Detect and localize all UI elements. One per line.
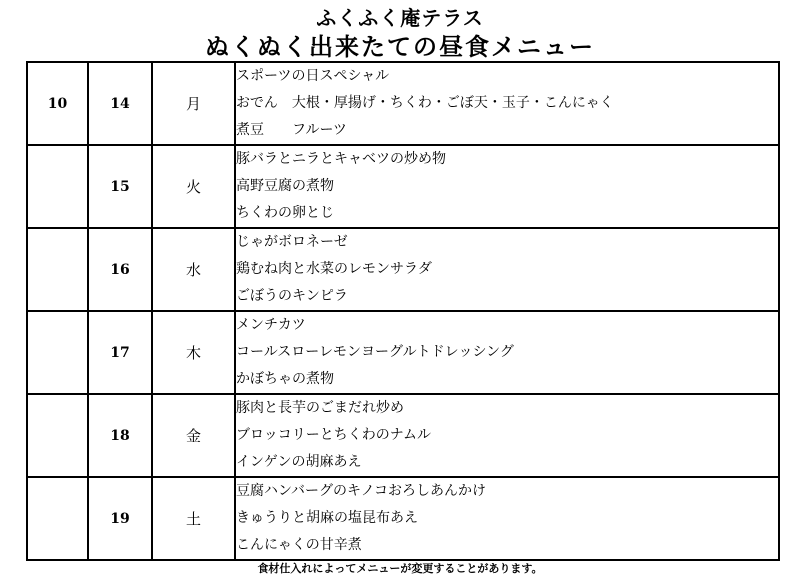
dish-item: おでん 大根・厚揚げ・ちくわ・ごぼ天・玉子・こんにゃく: [236, 95, 614, 111]
restaurant-title: ふくふく庵テラス: [316, 6, 484, 30]
day-cell: 16: [88, 228, 152, 311]
dish-item: ごぼうのキンピラ: [236, 288, 348, 304]
menu-row-19: [27, 477, 779, 560]
dishes-cell: [235, 228, 779, 311]
month-cell: [27, 311, 88, 394]
dish-item: スポーツの日スペシャル: [236, 68, 390, 84]
month-cell: [27, 145, 88, 228]
day-cell: 18: [88, 394, 152, 477]
menu-row-15: [27, 145, 779, 228]
menu-row-18: [27, 394, 779, 477]
footer-note: 食材仕入れによってメニューが変更することがあります。: [257, 562, 543, 575]
dishes-cell: [235, 145, 779, 228]
menu-row-16: [27, 228, 779, 311]
day-cell: 15: [88, 145, 152, 228]
dish-item: 鶏むね肉と水菜のレモンサラダ: [236, 261, 432, 277]
dish-item: かぼちゃの煮物: [236, 371, 334, 387]
dishes-cell: [235, 394, 779, 477]
dishes-cell: [235, 477, 779, 560]
dish-item: 豆腐ハンバーグのキノコおろしあんかけ: [236, 483, 487, 499]
dish-item: インゲンの胡麻あえ: [236, 454, 362, 470]
lunch-menu-table: [26, 61, 780, 561]
dish-item: ちくわの卵とじ: [236, 205, 334, 221]
dishes-cell: [235, 62, 779, 145]
month-cell: [27, 228, 88, 311]
day-cell: 19: [88, 477, 152, 560]
weekday-cell: 土: [152, 477, 235, 560]
dish-item: じゃがボロネーゼ: [236, 234, 348, 250]
dish-item: ブロッコリーとちくわのナムル: [236, 427, 432, 443]
weekday-cell: 月: [152, 62, 235, 145]
menu-row-17: [27, 311, 779, 394]
dish-item: きゅうりと胡麻の塩昆布あえ: [236, 510, 418, 526]
dishes-cell: [235, 311, 779, 394]
dish-item: 豚肉と長芋のごまだれ炒め: [236, 400, 404, 416]
day-cell: 17: [88, 311, 152, 394]
weekday-cell: 水: [152, 228, 235, 311]
dish-item: メンチカツ: [236, 317, 306, 333]
menu-title: ぬくぬく出来たての昼食メニュー: [205, 33, 595, 61]
dish-item: 煮豆 フルーツ: [236, 122, 347, 138]
month-cell: 10: [27, 62, 88, 145]
month-cell: [27, 477, 88, 560]
dish-item: コールスローレモンヨーグルトドレッシング: [236, 344, 514, 360]
day-cell: 14: [88, 62, 152, 145]
dish-item: こんにゃくの甘辛煮: [236, 537, 362, 553]
dish-item: 豚バラとニラとキャベツの炒め物: [236, 151, 446, 167]
dish-item: 高野豆腐の煮物: [236, 178, 334, 194]
month-cell: [27, 394, 88, 477]
weekday-cell: 火: [152, 145, 235, 228]
weekday-cell: 木: [152, 311, 235, 394]
menu-row-14: [27, 62, 779, 145]
weekday-cell: 金: [152, 394, 235, 477]
